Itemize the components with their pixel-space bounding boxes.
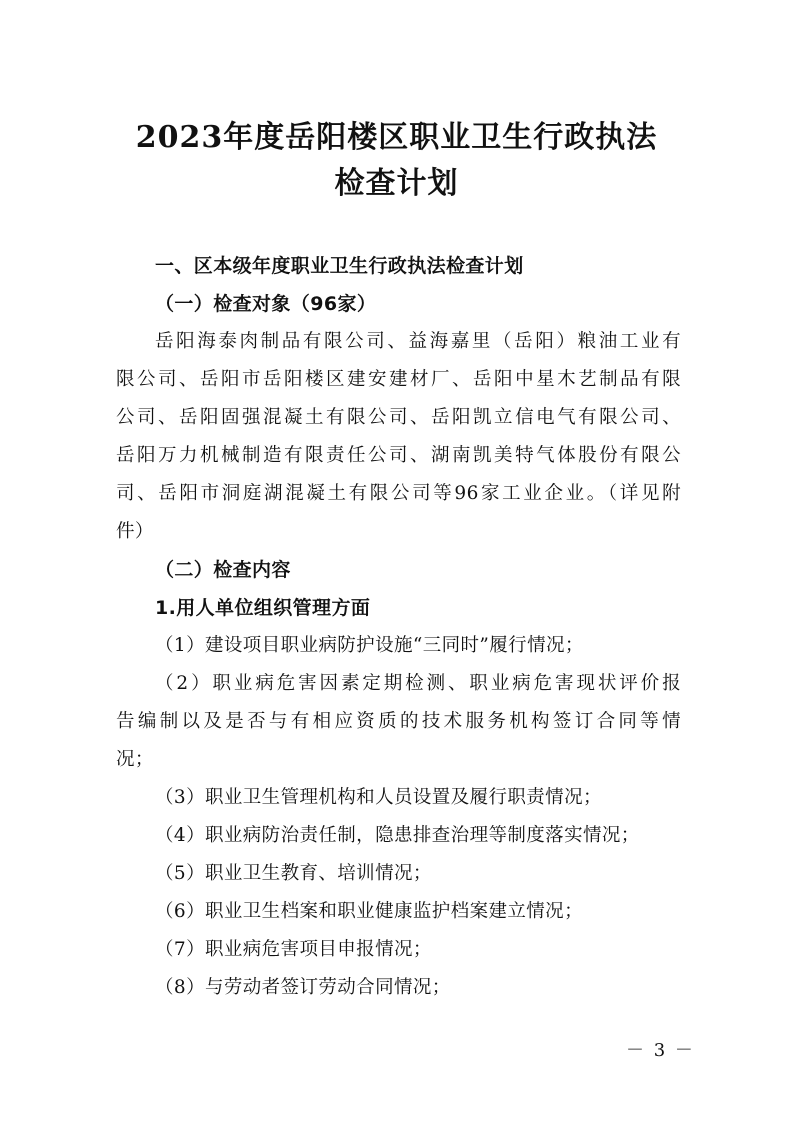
list-item: （5）职业卫生教育、培训情况；	[155, 863, 432, 884]
document-title-line2: 检查计划	[334, 166, 459, 201]
list-item: （2）职业病危害因素定期检测、职业病危害现状评价报	[155, 673, 681, 694]
list-item: （7）职业病危害项目申报情况；	[155, 939, 432, 960]
list-item: （8）与劳动者签订劳动合同情况；	[155, 977, 451, 998]
paragraph-line: 岳阳海泰肉制品有限公司、益海嘉里（岳阳）粮油工业有	[155, 331, 681, 352]
list-item: （4）职业病防治责任制，隐患排查治理等制度落实情况；	[155, 825, 640, 846]
document-title-line1: 2023年度岳阳楼区职业卫生行政执法	[135, 120, 658, 155]
list-item: （3）职业卫生管理机构和人员设置及履行职责情况；	[155, 787, 602, 808]
paragraph-line: 限公司、岳阳市岳阳楼区建安建材厂、岳阳中星木艺制品有限	[116, 369, 681, 390]
section-heading-1: 一、区本级年度职业卫生行政执法检查计划	[155, 255, 524, 277]
list-item: （6）职业卫生档案和职业健康监护档案建立情况；	[155, 901, 583, 922]
list-item-continuation: 告编制以及是否与有相应资质的技术服务机构签订合同等情	[116, 711, 681, 732]
subsection-heading-inspection-targets: （一）检查对象（96家）	[155, 293, 377, 315]
subsection-heading-inspection-content: （二）检查内容	[155, 559, 291, 581]
page-number: － 3 －	[626, 1040, 695, 1061]
paragraph-line: 件）	[116, 521, 154, 542]
paragraph-line: 公司、岳阳固强混凝土有限公司、岳阳凯立信电气有限公司、	[116, 407, 681, 428]
list-item: （1）建设项目职业病防护设施“三同时”履行情况；	[155, 635, 584, 656]
item-heading-organization-management: 1.用人单位组织管理方面	[155, 597, 371, 619]
list-item-continuation: 况；	[116, 749, 154, 770]
paragraph-line: 司、岳阳市洞庭湖混凝土有限公司等96家工业企业。（详见附	[116, 483, 681, 504]
paragraph-line: 岳阳万力机械制造有限责任公司、湖南凯美特气体股份有限公	[116, 445, 681, 466]
